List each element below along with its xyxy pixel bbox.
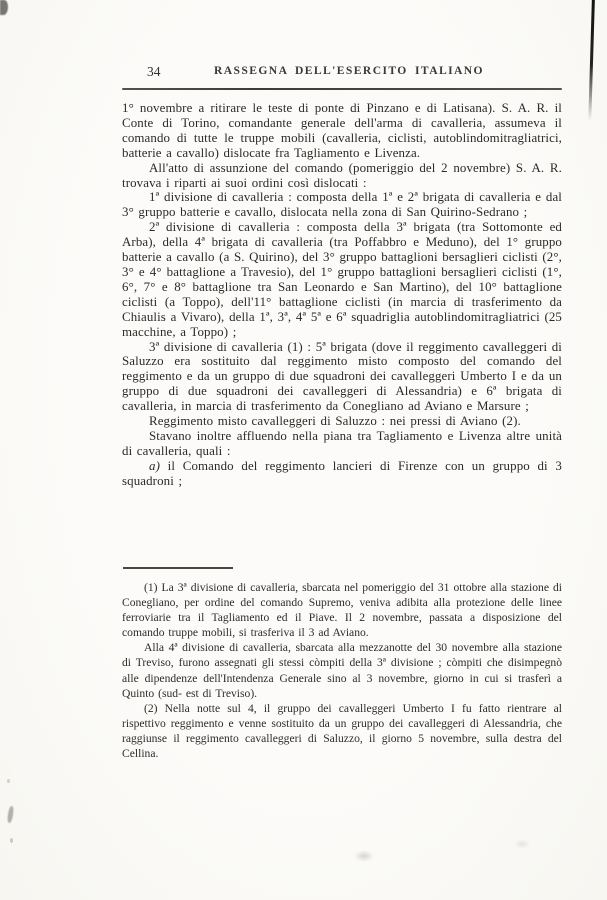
body-paragraph: All'atto di assunzione del comando (pomeriggio del 2 novembre) S. A. R. trovava i riparti ai suoi ordini così dislocati : [122, 160, 562, 190]
scan-artifact-corner-mark [0, 0, 8, 15]
running-title: RASSEGNA DELL'ESERCITO ITALIANO [214, 64, 484, 77]
footnote-separator [123, 567, 233, 569]
footnote-paragraph: (1) La 3ª divisione di cavalleria, sbarcata nel pomeriggio del 31 ottobre alla stazione di Conegliano, per ordine del comando Supremo, veniva adibita alla protezione delle linee ferroviarie tra il Tagliamento ed il Piave. Il 2 novembre, passata a disposizione del comando truppe mobili, si trasferiva il 3 ad Aviano. [122, 581, 562, 640]
page-header [122, 64, 562, 82]
footnote-paragraph: Alla 4ª divisione di cavalleria, sbarcata alla mezzanotte del 30 novembre alla stazione di Treviso, furono assegnati gli stessi còmpiti della 3ª divisione ; còmpiti che disimpegnò alle dipendenze dell'Intendenza Generale sino al 3 novembre, giorno in cui si trasferì a Quinto (sud- est di Treviso). [122, 641, 562, 700]
scan-artifact-left-speck [7, 779, 10, 783]
body-paragraph: 3ª divisione di cavalleria (1) : 5ª brigata (dove il reggimento cavalleggeri di Saluzzo era sostituito dal reggimento misto composto del comando del reggimento e da un gruppo di due squadroni dei cavalleggeri Umberto I e da un gruppo di due squadroni dei cavalleggeri di Alessandria) e 6ª brigata di cavalleria, in marcia di trasferimento da Conegliano ad Aviano e Marsure ; [122, 339, 562, 414]
page-body [122, 101, 562, 489]
body-paragraph: 2ª divisione di cavalleria : composta della 3ª brigata (tra Sottomonte ed Arba), della 4ª brigata di cavalleria (tra Poffabbro e Meduno), del 1° gruppo batterie a cavallo (a S. Quirino), del 3° gruppo battaglioni bersaglieri ciclisti (2°, 3° e 4° battaglione a Travesio), del 1° gruppo battaglioni bersaglieri ciclisti (1°, 6°, 7° e 8° battaglione tra San Leonardo e San Martino), del 10° battaglione ciclisti (a Toppo), dell'11° battaglione ciclisti (in marcia di trasferimento da Chiaulis a Vivaro), della 1ª, 3ª, 4ª 5ª e 6ª squadriglia autoblindomitragliatrici (25 macchine, a Toppo) ; [122, 220, 562, 339]
scan-artifact-left-mark [7, 806, 15, 824]
page-number: 34 [147, 64, 161, 79]
scan-artifact-right-edge-line [588, 0, 594, 121]
body-paragraph: 1° novembre a ritirare le teste di ponte di Pinzano e di Latisana). S. A. R. il Conte di Torino, comandante generale dell'arma di cavalleria, assumeva il comando di tutte le truppe mobili (cavalleria, ciclisti, autoblindomitragliatrici, batterie a cavallo) dislocate fra Tagliamento e Livenza. [122, 101, 562, 160]
body-paragraph: 1ª divisione di cavalleria : composta della 1ª e 2ª brigata di cavalleria e dal 3° gruppo batterie e cavallo, dislocata nella zona di San Quirino-Sedrano ; [122, 190, 562, 220]
scan-artifact-left-dot [10, 838, 13, 843]
body-paragraph: Stavano inoltre affluendo nella piana tra Tagliamento e Livenza altre unità di cavalleria, quali : [122, 428, 562, 458]
scan-artifact-bottom-smudge [354, 850, 374, 862]
footnote-paragraph: (2) Nella notte sul 4, il gruppo dei cavalleggeri Umberto I fu fatto rientrare al rispettivo reggimento e venne sostituito da un gruppo dei cavalleggeri di Alessandria, che raggiunse il reggimento cavalleggeri di Saluzzo, il giorno 5 novembre, sulla destra del Cellina. [122, 701, 562, 761]
body-paragraph-item-a [122, 459, 562, 489]
scan-artifact-bottom-smudge-2 [514, 839, 530, 849]
footnotes [122, 580, 562, 761]
header-rule [122, 88, 562, 90]
item-a-label: a) [149, 458, 160, 473]
body-paragraph: Reggimento misto cavalleggeri di Saluzzo : nei pressi di Aviano (2). [149, 414, 521, 429]
item-a-text: il Comando del reggimento lancieri di Firenze con un gruppo di 3 squadroni ; [122, 458, 562, 488]
